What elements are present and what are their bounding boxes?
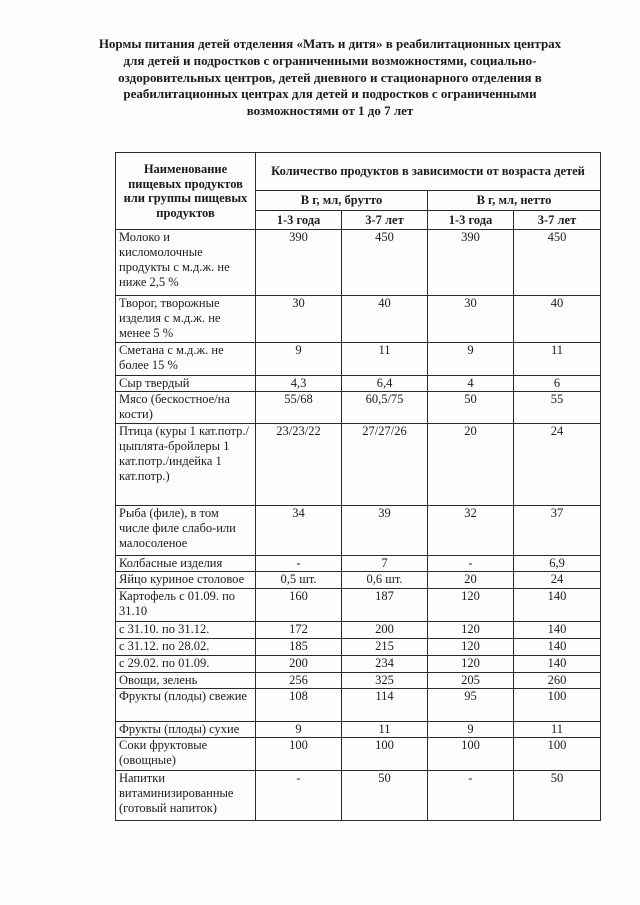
table-row (116, 376, 601, 392)
table-row (116, 722, 601, 738)
value-cell: 0,5 шт. (256, 572, 342, 589)
value-cell: 260 (514, 673, 601, 689)
value-cell: 24 (514, 572, 601, 589)
value-cell: 140 (514, 622, 601, 639)
value-cell: 95 (428, 689, 514, 722)
value-cell: 11 (342, 343, 428, 376)
value-cell: 11 (514, 722, 601, 738)
value-cell: 185 (256, 639, 342, 656)
table-row (116, 556, 601, 572)
value-cell: 200 (256, 656, 342, 673)
value-cell: 6,4 (342, 376, 428, 392)
value-cell: 6,9 (514, 556, 601, 572)
value-cell: 120 (428, 589, 514, 622)
value-cell: 55/68 (256, 392, 342, 424)
product-name-cell: Фрукты (плоды) свежие (116, 689, 256, 722)
nutrition-norms-table (115, 152, 601, 821)
table-row (116, 589, 601, 622)
product-name-cell: с 31.10. по 31.12. (116, 622, 256, 639)
table-row (116, 572, 601, 589)
value-cell: 450 (514, 230, 601, 296)
value-cell: - (256, 771, 342, 821)
value-cell: 114 (342, 689, 428, 722)
product-name-cell: с 29.02. по 01.09. (116, 656, 256, 673)
product-name-cell: Рыба (филе), в том числе филе слабо-или малосоленое (116, 506, 256, 556)
header-product-name: Наименование пищевых продуктов или группы пищевых продуктов (116, 153, 256, 230)
value-cell: 50 (428, 392, 514, 424)
table-row (116, 343, 601, 376)
value-cell: 0,6 шт. (342, 572, 428, 589)
product-name-cell: Яйцо куриное столовое (116, 572, 256, 589)
value-cell: 172 (256, 622, 342, 639)
value-cell: 100 (514, 689, 601, 722)
header-gross-age-1-3: 1-3 года (256, 210, 342, 230)
value-cell: 4,3 (256, 376, 342, 392)
product-name-cell: Овощи, зелень (116, 673, 256, 689)
product-name-cell: с 31.12. по 28.02. (116, 639, 256, 656)
header-net: В г, мл, нетто (428, 191, 601, 211)
table-row (116, 506, 601, 556)
value-cell: 120 (428, 656, 514, 673)
value-cell: - (428, 556, 514, 572)
value-cell: 55 (514, 392, 601, 424)
value-cell: 9 (256, 722, 342, 738)
value-cell: 40 (342, 296, 428, 343)
value-cell: 100 (256, 738, 342, 771)
value-cell: 60,5/75 (342, 392, 428, 424)
value-cell: - (428, 771, 514, 821)
product-name-cell: Сыр твердый (116, 376, 256, 392)
value-cell: 11 (342, 722, 428, 738)
value-cell: 23/23/22 (256, 424, 342, 506)
document-title: Нормы питания детей отделения «Мать и дитя» в реабилитационных центрах для детей и подростков с ограниченными возможностями, социально-оздоровительных центров, детей дневного и стационарного отделения в реабилитационных центрах для детей и подростков с ограниченными возможностями от 1 до 7 лет (98, 36, 562, 119)
header-net-age-3-7: 3-7 лет (514, 210, 601, 230)
value-cell: 215 (342, 639, 428, 656)
value-cell: 160 (256, 589, 342, 622)
value-cell: 450 (342, 230, 428, 296)
product-name-cell: Картофель с 01.09. по 31.10 (116, 589, 256, 622)
header-quantity: Количество продуктов в зависимости от возраста детей (256, 153, 601, 191)
value-cell: 24 (514, 424, 601, 506)
table-row (116, 639, 601, 656)
value-cell: 9 (428, 343, 514, 376)
value-cell: 140 (514, 589, 601, 622)
value-cell: 11 (514, 343, 601, 376)
value-cell: 200 (342, 622, 428, 639)
product-name-cell: Напитки витаминизированные (готовый напиток) (116, 771, 256, 821)
value-cell: 6 (514, 376, 601, 392)
table-body (116, 230, 601, 821)
value-cell: 50 (342, 771, 428, 821)
value-cell: 39 (342, 506, 428, 556)
value-cell: 37 (514, 506, 601, 556)
header-gross: В г, мл, брутто (256, 191, 428, 211)
product-name-cell: Мясо (бескостное/на кости) (116, 392, 256, 424)
value-cell: 50 (514, 771, 601, 821)
value-cell: 20 (428, 572, 514, 589)
value-cell: 4 (428, 376, 514, 392)
product-name-cell: Фрукты (плоды) сухие (116, 722, 256, 738)
value-cell: 30 (428, 296, 514, 343)
value-cell: 390 (256, 230, 342, 296)
value-cell: 140 (514, 639, 601, 656)
product-name-cell: Колбасные изделия (116, 556, 256, 572)
table-row (116, 689, 601, 722)
product-name-cell: Птица (куры 1 кат.потр./цыплята-бройлеры 1 кат.потр./индейка 1 кат.потр.) (116, 424, 256, 506)
value-cell: 9 (256, 343, 342, 376)
value-cell: 120 (428, 639, 514, 656)
value-cell: 187 (342, 589, 428, 622)
value-cell: 27/27/26 (342, 424, 428, 506)
value-cell: 256 (256, 673, 342, 689)
value-cell: 100 (514, 738, 601, 771)
value-cell: 7 (342, 556, 428, 572)
value-cell: 32 (428, 506, 514, 556)
value-cell: - (256, 556, 342, 572)
value-cell: 325 (342, 673, 428, 689)
value-cell: 205 (428, 673, 514, 689)
value-cell: 234 (342, 656, 428, 673)
header-net-age-1-3: 1-3 года (428, 210, 514, 230)
value-cell: 30 (256, 296, 342, 343)
table-row (116, 230, 601, 296)
table-row (116, 296, 601, 343)
value-cell: 40 (514, 296, 601, 343)
table-row (116, 656, 601, 673)
value-cell: 20 (428, 424, 514, 506)
table-row (116, 771, 601, 821)
product-name-cell: Молоко и кисломолочные продукты с м.д.ж. не ниже 2,5 % (116, 230, 256, 296)
product-name-cell: Творог, творожные изделия с м.д.ж. не менее 5 % (116, 296, 256, 343)
value-cell: 34 (256, 506, 342, 556)
header-gross-age-3-7: 3-7 лет (342, 210, 428, 230)
value-cell: 390 (428, 230, 514, 296)
value-cell: 140 (514, 656, 601, 673)
value-cell: 120 (428, 622, 514, 639)
table-row (116, 738, 601, 771)
value-cell: 108 (256, 689, 342, 722)
table-row (116, 424, 601, 506)
value-cell: 100 (428, 738, 514, 771)
value-cell: 9 (428, 722, 514, 738)
product-name-cell: Соки фруктовые (овощные) (116, 738, 256, 771)
table-row (116, 392, 601, 424)
table-row (116, 673, 601, 689)
product-name-cell: Сметана с м.д.ж. не более 15 % (116, 343, 256, 376)
value-cell: 100 (342, 738, 428, 771)
table-row (116, 622, 601, 639)
